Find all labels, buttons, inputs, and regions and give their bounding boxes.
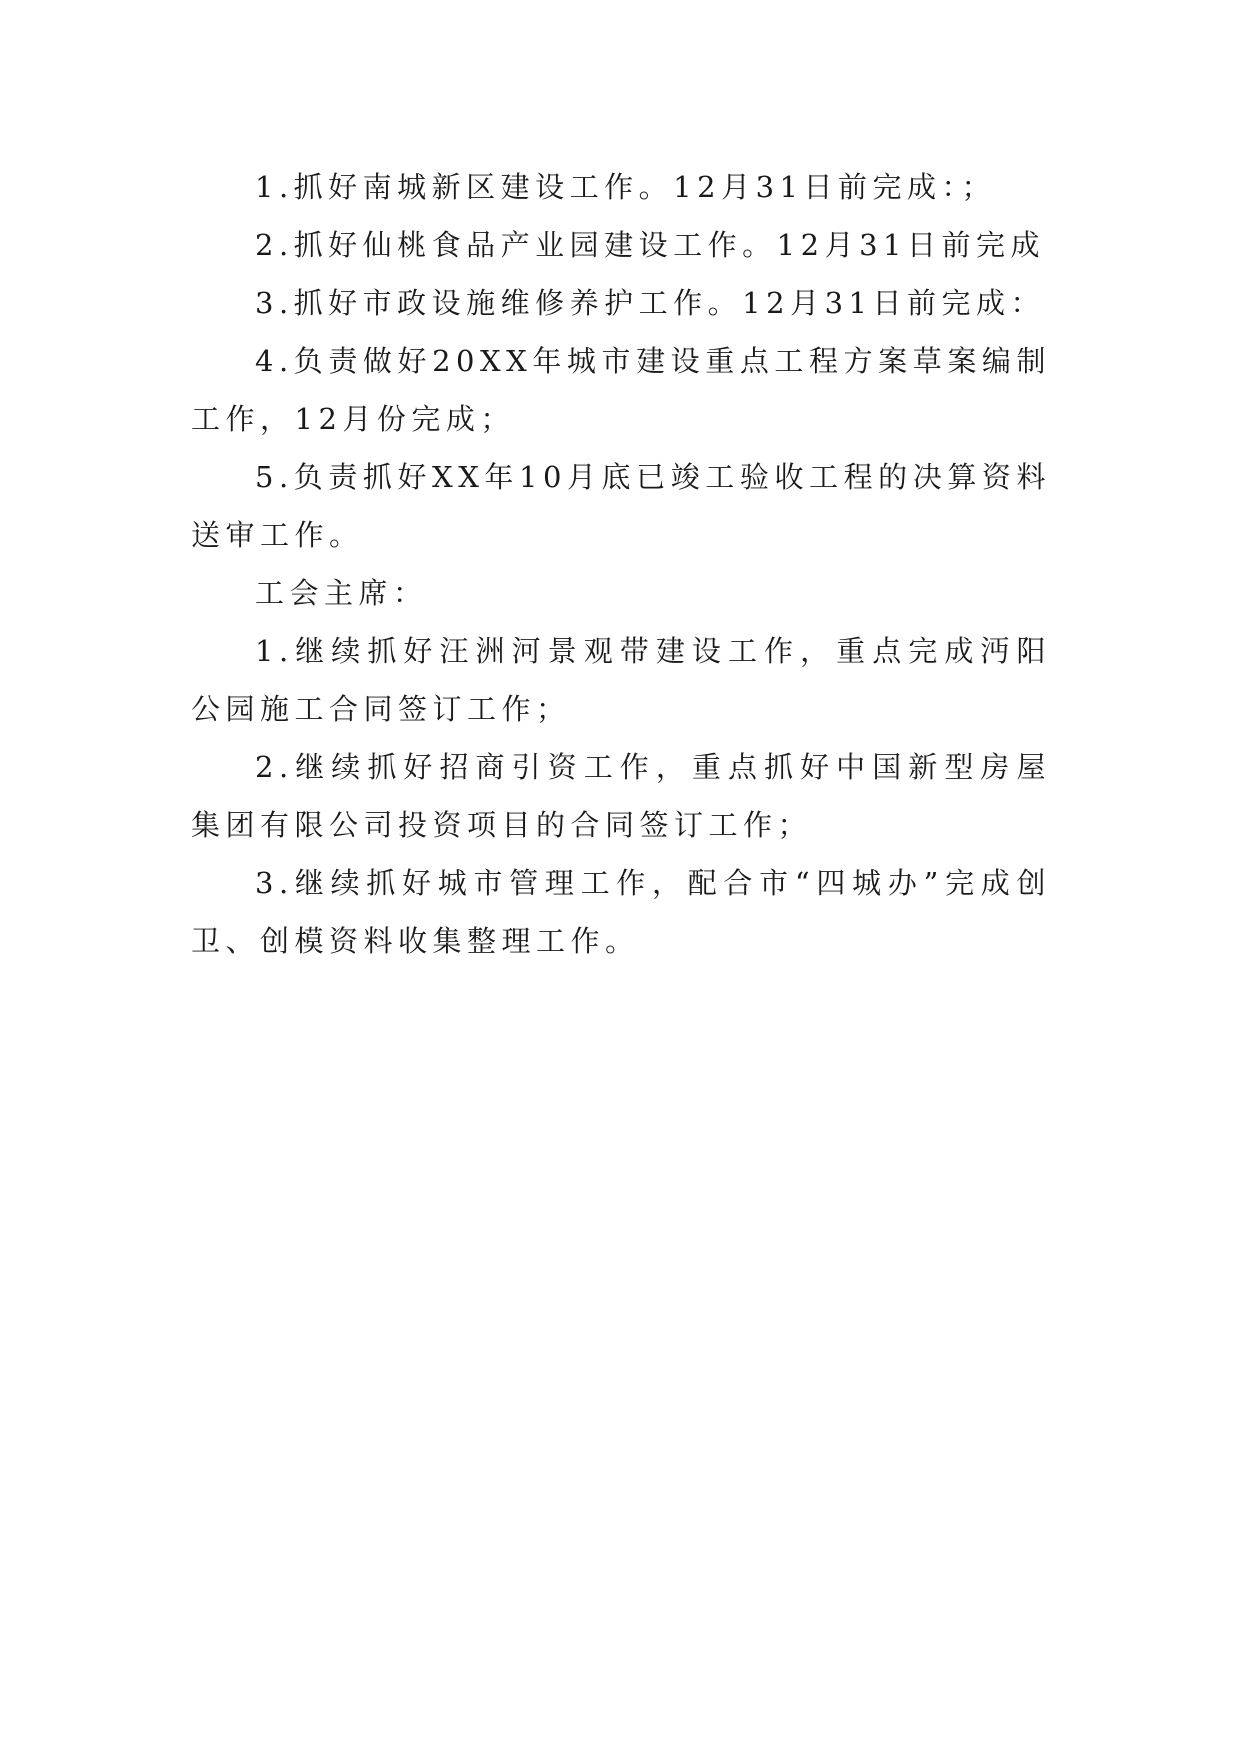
union-task-item-2: 2.继续抓好招商引资工作，重点抓好中国新型房屋集团有限公司投资项目的合同签订工作； [191, 750, 1051, 842]
document-body [191, 158, 1051, 970]
task-item-3: 3.抓好市政设施维修养护工作。12月31日前完成： [255, 286, 1045, 320]
task-item-4: 4.负责做好20XX年城市建设重点工程方案草案编制工作，12月份完成； [191, 344, 1051, 436]
task-item-1: 1.抓好南城新区建设工作。12月31日前完成：； [255, 170, 996, 204]
union-task-item-3: 3.继续抓好城市管理工作，配合市“四城办”完成创卫、创模资料收集整理工作。 [191, 866, 1051, 958]
union-task-item-1: 1.继续抓好汪洲河景观带建设工作，重点完成沔阳公园施工合同签订工作； [191, 634, 1051, 726]
section-heading-union-chair: 工会主席： [255, 576, 428, 610]
task-item-5: 5.负责抓好XX年10月底已竣工验收工程的决算资料送审工作。 [191, 460, 1051, 552]
task-item-2: 2.抓好仙桃食品产业园建设工作。12月31日前完成 [255, 228, 1045, 262]
